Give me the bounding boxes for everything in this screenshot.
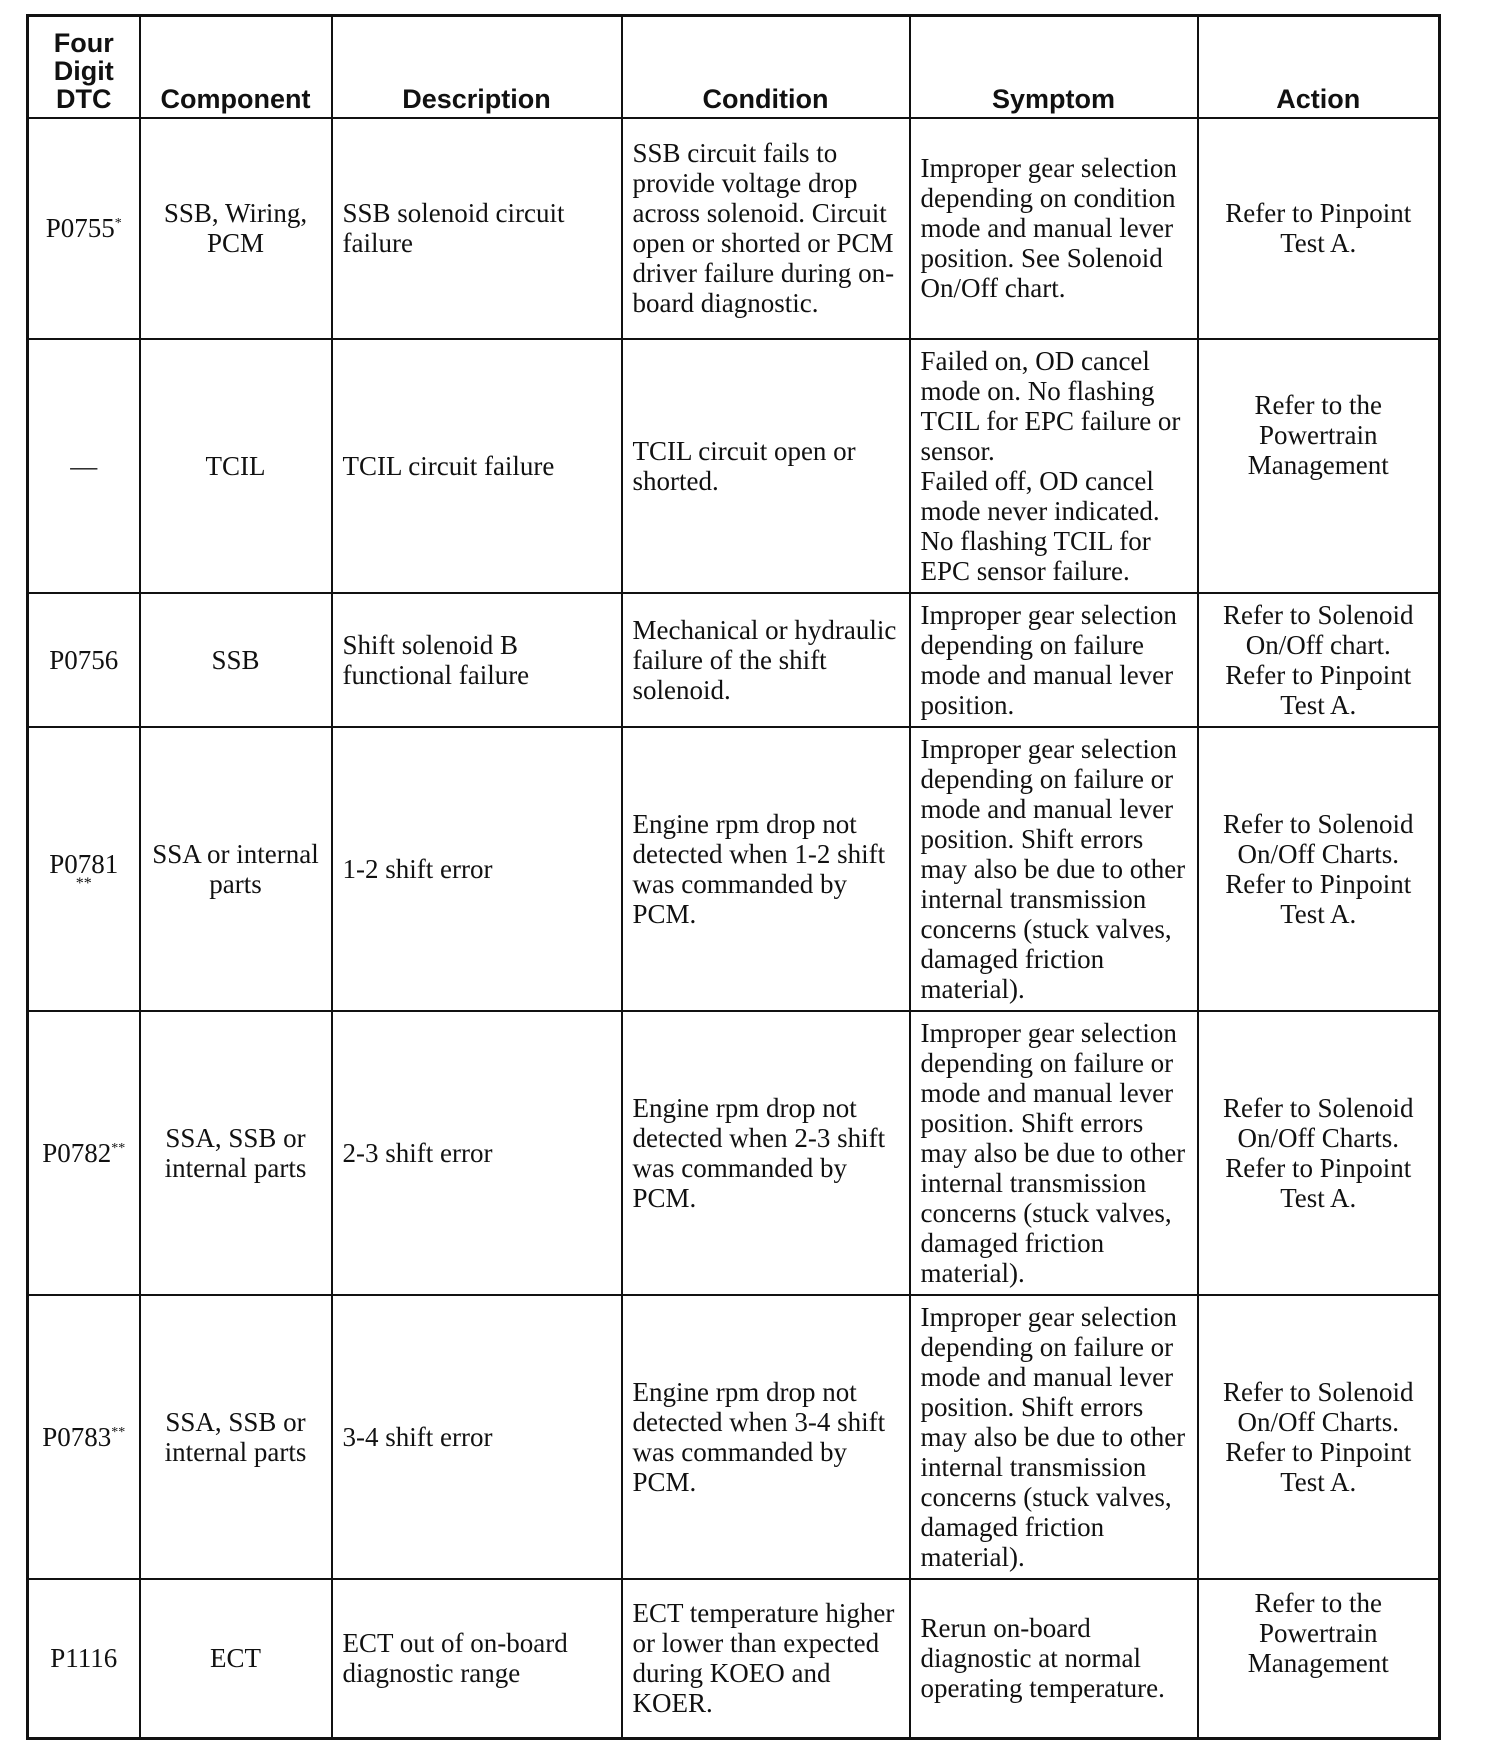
condition-cell: Mechanical or hydraulic failure of the shift solenoid.: [622, 593, 910, 727]
table-row: [28, 1011, 1440, 1295]
dtc-cell: —: [28, 339, 140, 593]
component-cell: SSA, SSB or internal parts: [140, 1295, 332, 1579]
symptom-cell: Improper gear selection depending on failure or mode and manual lever position. Shift errors may also be due to other internal transmission concerns (stuck valves, damaged friction material).: [910, 727, 1198, 1011]
symptom-cell: Failed on, OD cancel mode on. No flashing TCIL for EPC failure or sensor. Failed off, OD cancel mode never indicated. No flashing TCIL for EPC sensor failure.: [910, 339, 1198, 593]
description-cell: 1-2 shift error: [332, 727, 622, 1011]
action-cell: Refer to the Powertrain Management: [1198, 339, 1440, 593]
component-cell: TCIL: [140, 339, 332, 593]
dtc-cell: P0783**: [28, 1295, 140, 1579]
header-description: Description: [332, 16, 622, 118]
description-cell: ECT out of on-board diagnostic range: [332, 1579, 622, 1739]
condition-cell: TCIL circuit open or shorted.: [622, 339, 910, 593]
document-page: [26, 14, 1438, 1726]
header-condition: Condition: [622, 16, 910, 118]
description-cell: 3-4 shift error: [332, 1295, 622, 1579]
header-component: Component: [140, 16, 332, 118]
table-row: [28, 1295, 1440, 1579]
dtc-table: [26, 14, 1441, 1740]
table-row: [28, 727, 1440, 1011]
description-cell: Shift solenoid B functional failure: [332, 593, 622, 727]
symptom-cell: Improper gear selection depending on failure or mode and manual lever position. Shift errors may also be due to other internal transmission concerns (stuck valves, damaged friction material).: [910, 1295, 1198, 1579]
table-row: [28, 118, 1440, 339]
header-action: Action: [1198, 16, 1440, 118]
component-cell: SSA, SSB or internal parts: [140, 1011, 332, 1295]
dtc-cell: P0755*: [28, 118, 140, 339]
symptom-cell: Rerun on-board diagnostic at normal operating temperature.: [910, 1579, 1198, 1739]
condition-cell: SSB circuit fails to provide voltage drop across solenoid. Circuit open or shorted or PCM driver failure during on-board diagnostic.: [622, 118, 910, 339]
component-cell: SSB, Wiring, PCM: [140, 118, 332, 339]
dtc-cell: P1116: [28, 1579, 140, 1739]
table-row: [28, 339, 1440, 593]
header-dtc: Four Digit DTC: [28, 16, 140, 118]
action-cell: Refer to Solenoid On/Off Charts. Refer to Pinpoint Test A.: [1198, 1011, 1440, 1295]
table-row: [28, 593, 1440, 727]
dtc-cell: P0781 **: [28, 727, 140, 1011]
symptom-cell: Improper gear selection depending on failure or mode and manual lever position. Shift errors may also be due to other internal transmission concerns (stuck valves, damaged friction material).: [910, 1011, 1198, 1295]
component-cell: SSB: [140, 593, 332, 727]
condition-cell: Engine rpm drop not detected when 2-3 shift was commanded by PCM.: [622, 1011, 910, 1295]
description-cell: SSB solenoid circuit failure: [332, 118, 622, 339]
dtc-cell: P0782**: [28, 1011, 140, 1295]
dtc-cell: P0756: [28, 593, 140, 727]
description-cell: 2-3 shift error: [332, 1011, 622, 1295]
condition-cell: ECT temperature higher or lower than expected during KOEO and KOER.: [622, 1579, 910, 1739]
symptom-cell: Improper gear selection depending on failure mode and manual lever position.: [910, 593, 1198, 727]
action-cell: Refer to Pinpoint Test A.: [1198, 118, 1440, 339]
symptom-cell: Improper gear selection depending on condition mode and manual lever position. See Solenoid On/Off chart.: [910, 118, 1198, 339]
description-cell: TCIL circuit failure: [332, 339, 622, 593]
table-row: [28, 1579, 1440, 1739]
header-symptom: Symptom: [910, 16, 1198, 118]
condition-cell: Engine rpm drop not detected when 3-4 shift was commanded by PCM.: [622, 1295, 910, 1579]
action-cell: Refer to Solenoid On/Off Charts. Refer to Pinpoint Test A.: [1198, 1295, 1440, 1579]
component-cell: ECT: [140, 1579, 332, 1739]
component-cell: SSA or internal parts: [140, 727, 332, 1011]
action-cell: Refer to Solenoid On/Off chart. Refer to Pinpoint Test A.: [1198, 593, 1440, 727]
condition-cell: Engine rpm drop not detected when 1-2 shift was commanded by PCM.: [622, 727, 910, 1011]
table-header-row: [28, 16, 1440, 118]
action-cell: Refer to the Powertrain Management: [1198, 1579, 1440, 1739]
action-cell: Refer to Solenoid On/Off Charts. Refer to Pinpoint Test A.: [1198, 727, 1440, 1011]
